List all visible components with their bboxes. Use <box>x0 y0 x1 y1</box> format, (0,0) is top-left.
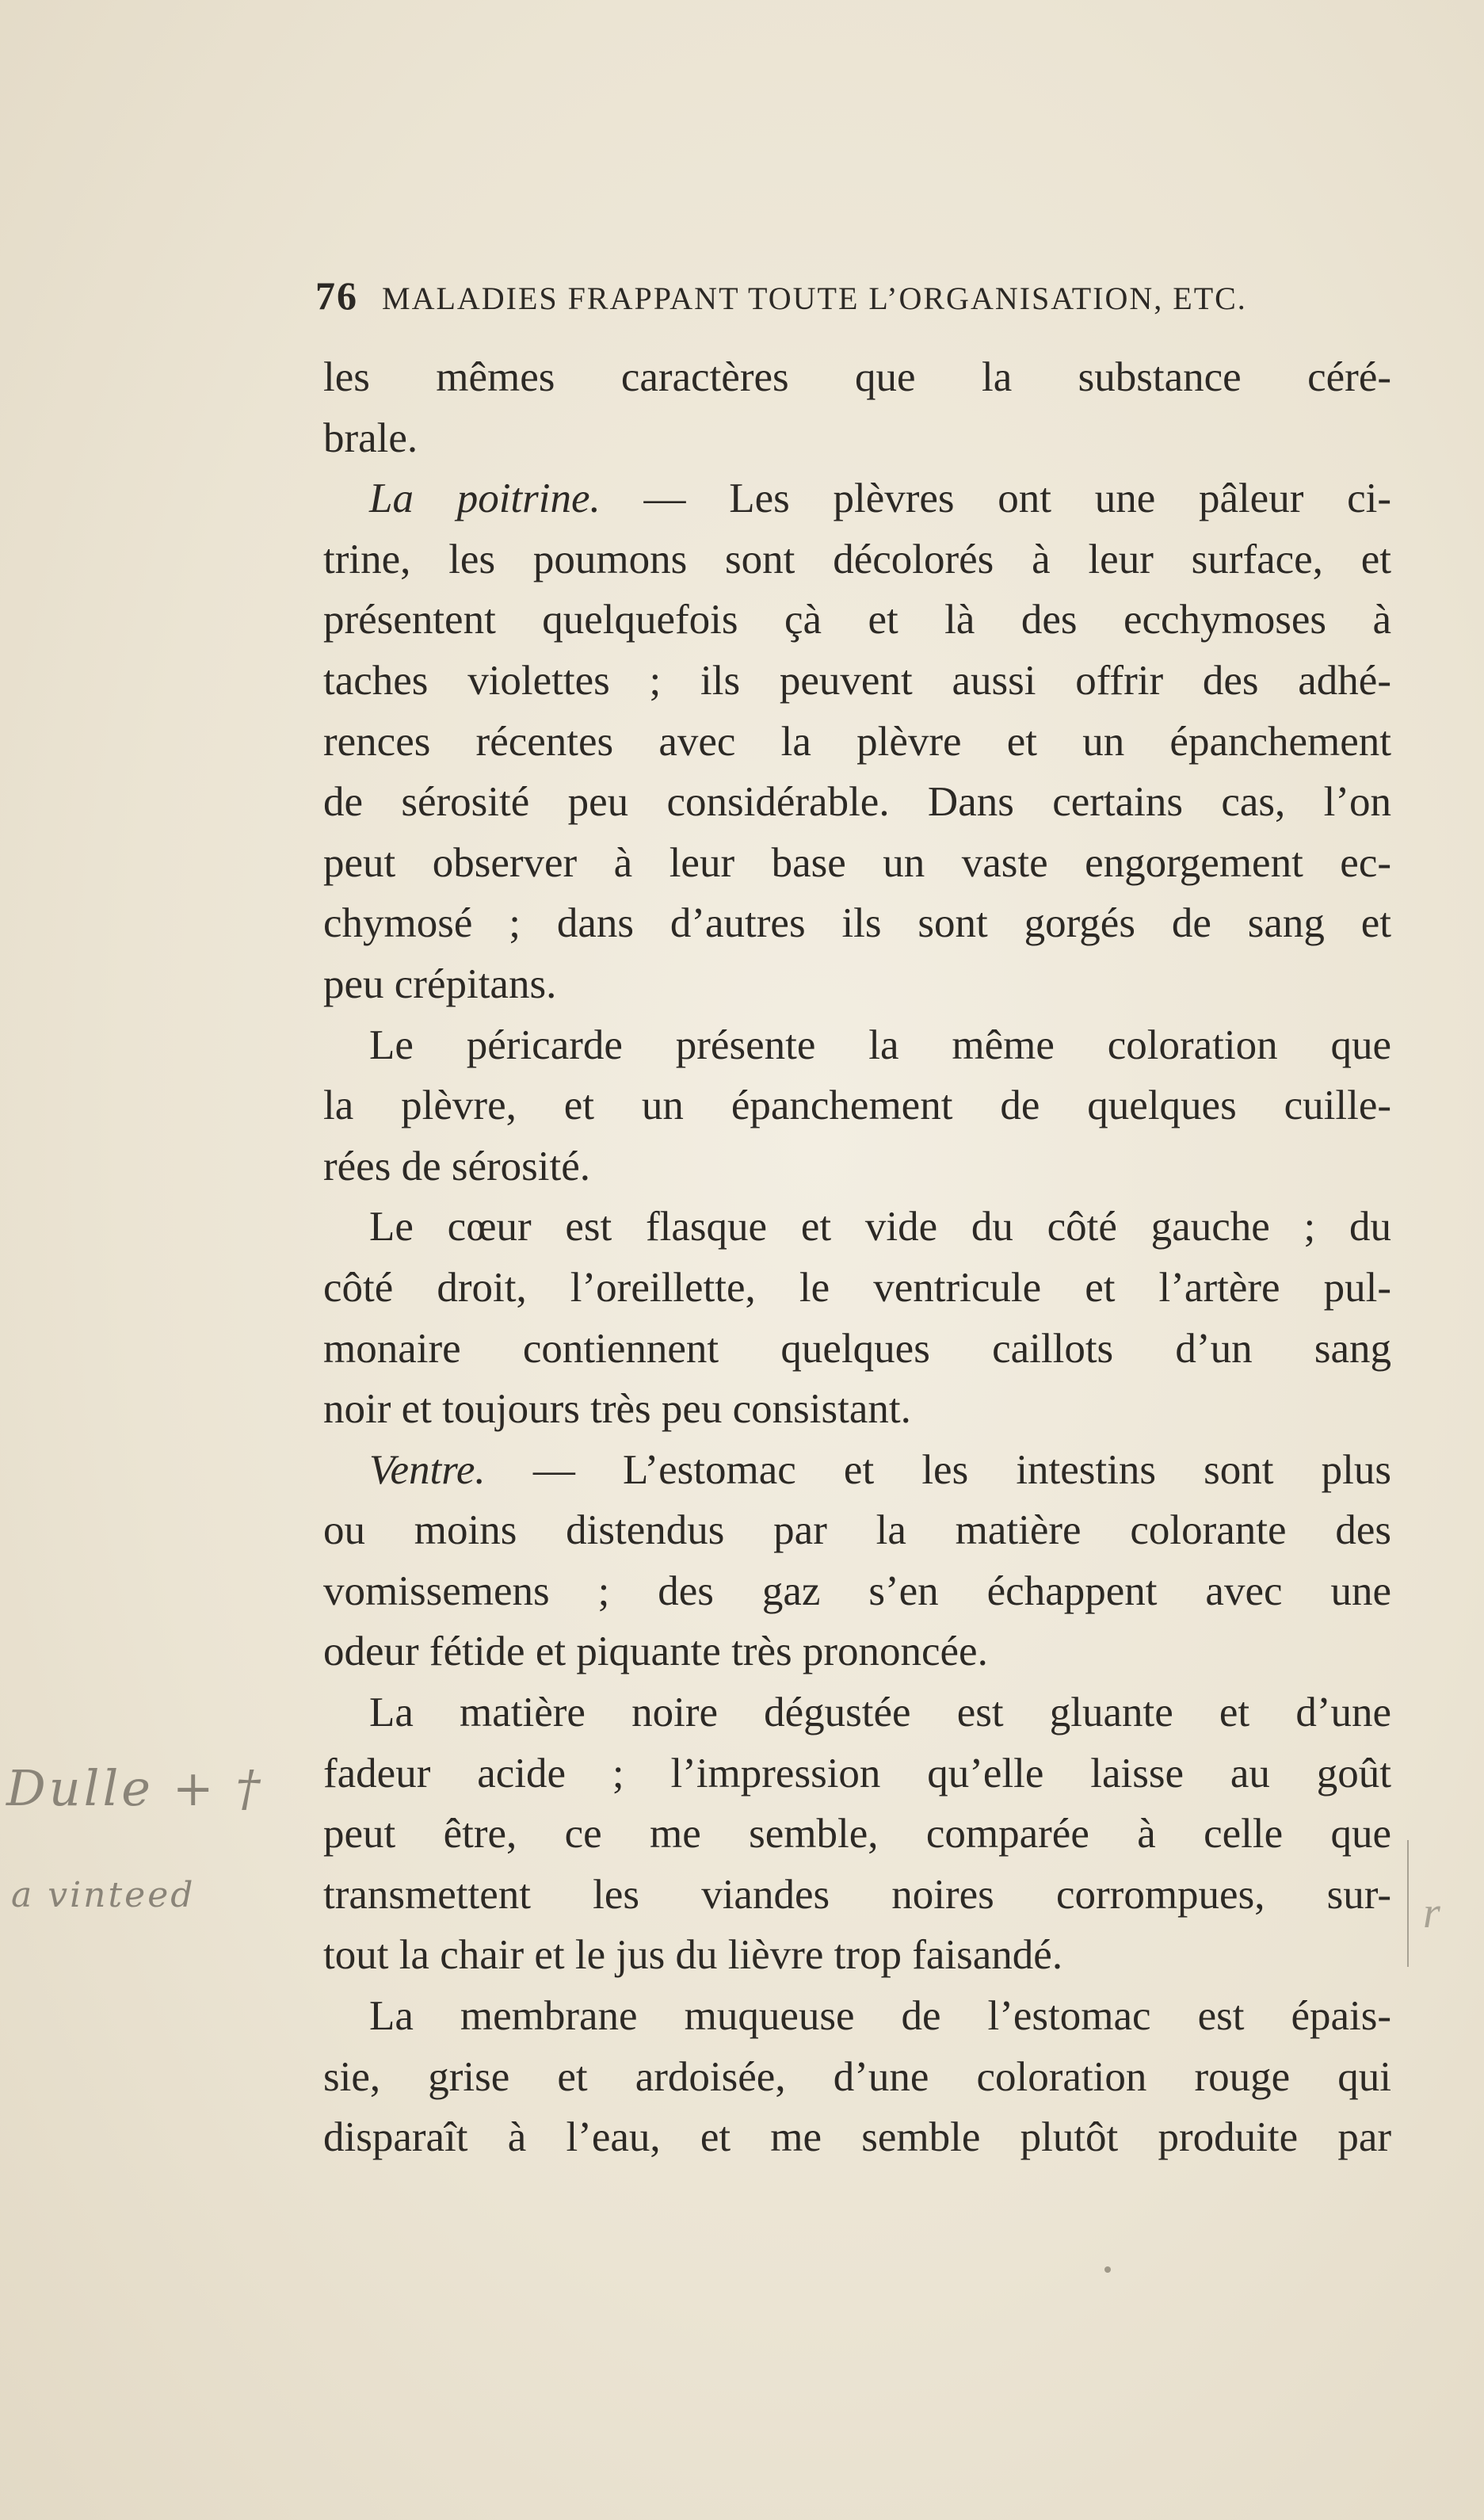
text-line: disparaît à l’eau, et me semble plutôt produite par <box>323 2114 1391 2161</box>
text-line: Le péricarde présente la même coloration que <box>369 1021 1391 1068</box>
text-line: odeur fétide et piquante très prononcée. <box>323 1628 988 1675</box>
body-text <box>323 347 1391 2168</box>
text-line: La poitrine. — Les plèvres ont une pâleur ci- <box>369 475 1391 522</box>
text-line: La membrane muqueuse de l’estomac est épais- <box>369 1993 1391 2040</box>
text-line: Le cœur est flasque et vide du côté gauche ; du <box>369 1204 1391 1250</box>
page-number: 76 <box>315 273 358 318</box>
text-line: trine, les poumons sont décolorés à leur surface, et <box>323 536 1391 582</box>
text-line: transmettent les viandes noires corrompues, sur- <box>323 1871 1391 1918</box>
text-line: brale. <box>323 414 418 461</box>
text-line: vomissemens ; des gaz s’en échappent avec une <box>323 1567 1391 1614</box>
text-line: fadeur acide ; l’impression qu’elle laisse au goût <box>323 1750 1391 1796</box>
margin-bracket <box>1407 1896 1409 1967</box>
section-heading: La poitrine. <box>369 475 601 522</box>
running-title: MALADIES FRAPPANT TOUTE L’ORGANISATION, ETC. <box>382 281 1247 316</box>
text-line: rées de sérosité. <box>323 1143 590 1189</box>
text-line: noir et toujours très peu consistant. <box>323 1386 911 1433</box>
text-line: côté droit, l’oreillette, le ventricule et l’artère pul- <box>323 1264 1391 1311</box>
text-line: La matière noire dégustée est gluante et d’une <box>369 1690 1391 1736</box>
text-line: présentent quelquefois çà et là des ecchymoses à <box>323 597 1391 643</box>
running-head <box>315 273 1393 319</box>
handwritten-margin-note: Dulle + † <box>6 1759 264 1817</box>
text-line: de sérosité peu considérable. Dans certains cas, l’on <box>323 779 1391 826</box>
text-line: sie, grise et ardoisée, d’une coloration rouge qui <box>323 2053 1391 2100</box>
text-line: peu crépitans. <box>323 960 557 1007</box>
text-line: taches violettes ; ils peuvent aussi offrir des adhé- <box>323 657 1391 704</box>
text-line: chymosé ; dans d’autres ils sont gorgés de sang et <box>323 900 1391 947</box>
text-line: peut être, ce me semble, comparée à celle que <box>323 1811 1391 1858</box>
text-line: tout la chair et le jus du lièvre trop faisandé. <box>323 1932 1063 1979</box>
text-line: rences récentes avec la plèvre et un épanchement <box>323 718 1391 765</box>
section-heading: Ventre. <box>369 1446 486 1493</box>
text-line: monaire contiennent quelques caillots d’un sang <box>323 1325 1391 1372</box>
text-line: la plèvre, et un épanchement de quelques cuille- <box>323 1082 1391 1129</box>
margin-mark: r <box>1423 1888 1440 1938</box>
text-line: Ventre. — L’estomac et les intestins sont plus <box>369 1446 1391 1493</box>
text-line: peut observer à leur base un vaste engorgement ec- <box>323 839 1391 886</box>
text-line: les mêmes caractères que la substance céré- <box>323 354 1391 400</box>
handwritten-margin-note: a vinteed <box>11 1875 196 1915</box>
text-line: ou moins distendus par la matière colorante des <box>323 1507 1391 1554</box>
paper-speck <box>1104 2266 1111 2273</box>
